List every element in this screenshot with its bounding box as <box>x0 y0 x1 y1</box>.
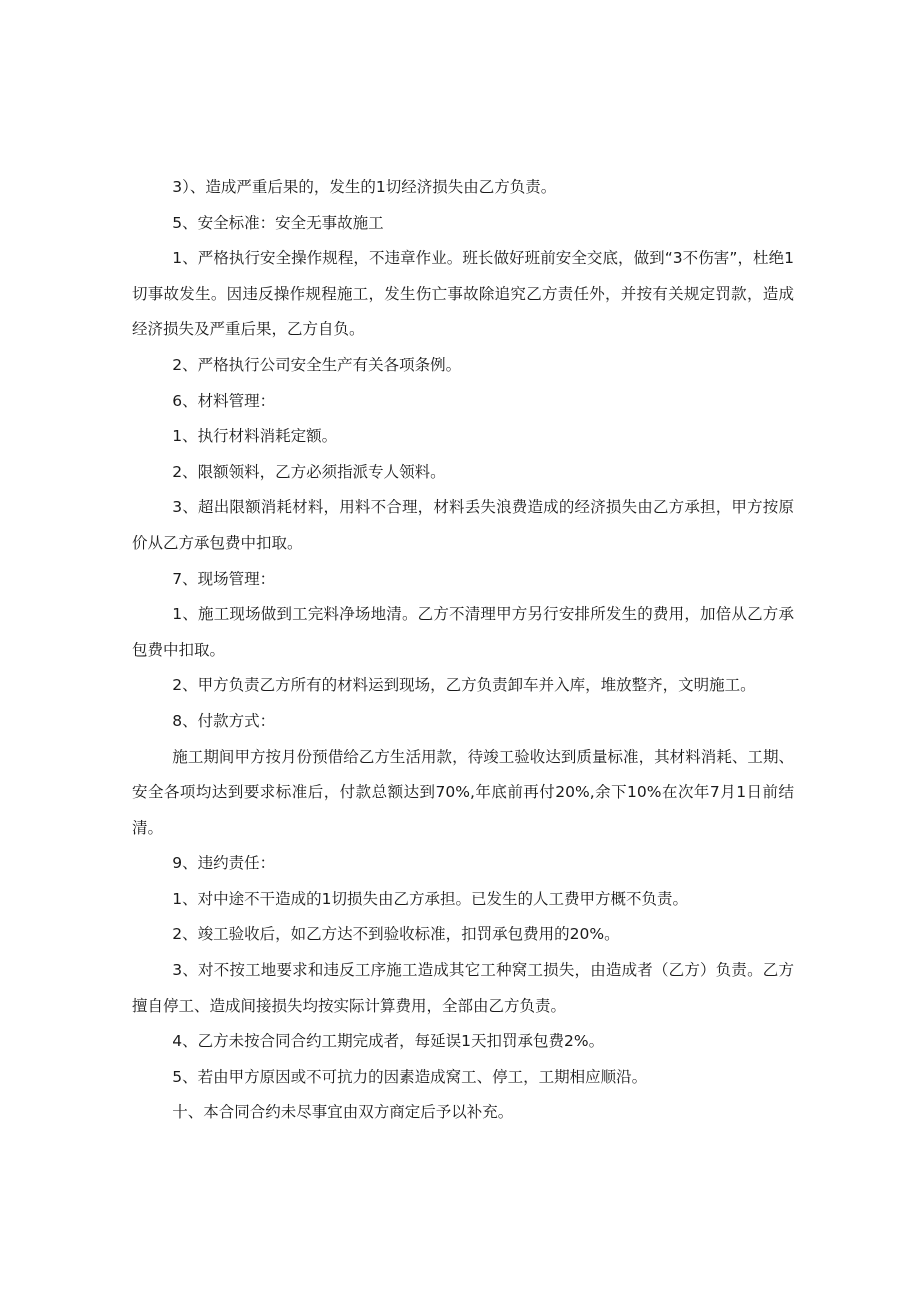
heading-material-management: 6、材料管理： <box>172 391 276 410</box>
heading-payment-method: 8、付款方式： <box>172 711 276 730</box>
paragraph-breach-force-majeure: 5、若由甲方原因或不可抗力的因素造成窝工、停工，工期相应顺沿。 <box>172 1067 648 1086</box>
paragraph-breach-abandon: 1、对中途不干造成的1切损失由乙方承担。已发生的人工费甲方概不负责。 <box>172 889 689 908</box>
paragraph-breach-procedure: 3、对不按工地要求和违反工序施工造成其它工种窝工损失，由造成者（乙方）负责。乙方擅自停工、造成间接损失均按实际计算费用，全部由乙方负责。 <box>132 961 794 1015</box>
paragraph-supplement-clause: 十、本合同合约未尽事宜由双方商定后予以补充。 <box>172 1103 514 1122</box>
paragraph-material-quota: 1、执行材料消耗定额。 <box>172 427 338 446</box>
heading-breach-liability: 9、违约责任： <box>172 854 276 873</box>
paragraph-breach-inspection: 2、竣工验收后，如乙方达不到验收标准，扣罚承包费用的20%。 <box>172 925 620 944</box>
paragraph-material-limit: 2、限额领料，乙方必须指派专人领料。 <box>172 462 446 481</box>
paragraph-material-overuse: 3、超出限额消耗材料，用料不合理，材料丢失浪费造成的经济损失由乙方承担，甲方按原价从乙方承包费中扣取。 <box>132 498 794 552</box>
paragraph-breach-delay: 4、乙方未按合同合约工期完成者，每延误1天扣罚承包费2%。 <box>172 1032 605 1051</box>
heading-safety-standard: 5、安全标准：安全无事故施工 <box>172 213 384 232</box>
paragraph-safety-regulations: 2、严格执行公司安全生产有关各项条例。 <box>172 355 462 374</box>
document-body <box>132 170 794 1131</box>
paragraph-site-materials: 2、甲方负责乙方所有的材料运到现场，乙方负责卸车并入库，堆放整齐，文明施工。 <box>172 676 756 695</box>
paragraph-consequence-liability: 3）、造成严重后果的，发生的1切经济损失由乙方负责。 <box>172 178 557 196</box>
heading-site-management: 7、现场管理： <box>172 569 276 588</box>
paragraph-payment-terms: 施工期间甲方按月份预借给乙方生活用款，待竣工验收达到质量标准，其材料消耗、工期、安全各项均达到要求标准后，付款总额达到70%,年底前再付20%,余下10%在次年7月1日前结清。 <box>132 747 794 837</box>
paragraph-safety-rules: 1、严格执行安全操作规程，不违章作业。班长做好班前安全交底，做到“3不伤害”，杜绝1切事故发生。因违反操作规程施工，发生伤亡事故除追究乙方责任外，并按有关规定罚款，造成经济损失及严重后果，乙方自负。 <box>132 249 794 339</box>
paragraph-site-cleanup: 1、施工现场做到工完料净场地清。乙方不清理甲方另行安排所发生的费用，加倍从乙方承包费中扣取。 <box>132 605 794 659</box>
